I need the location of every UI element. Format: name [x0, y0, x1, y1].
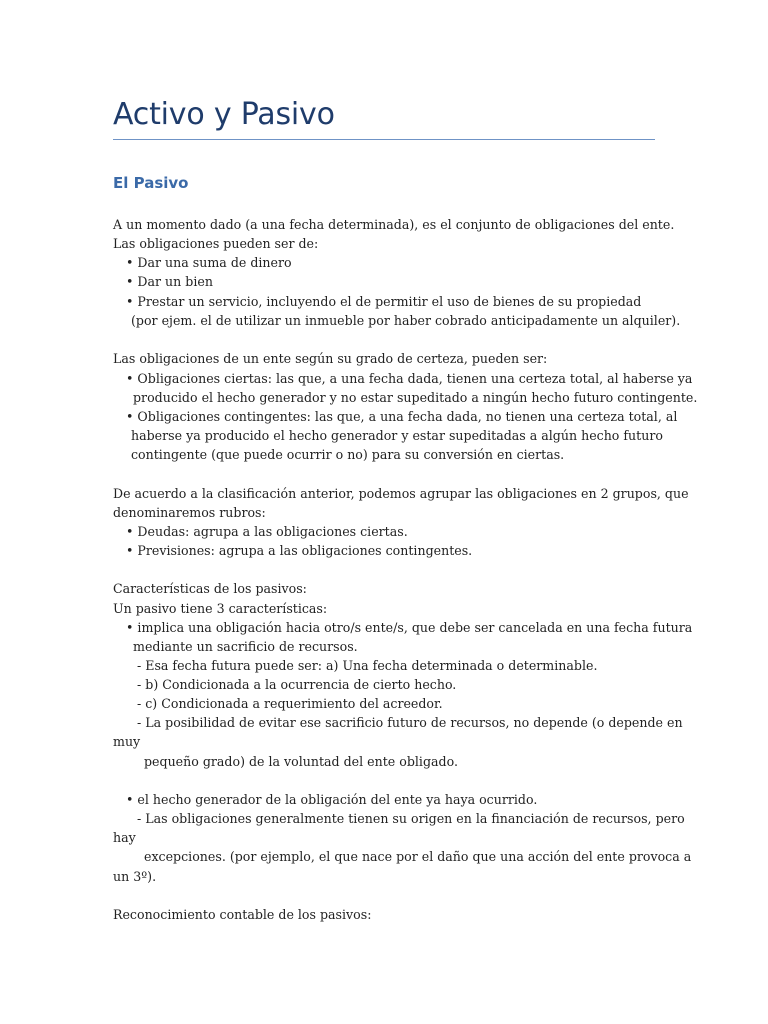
text-line: pequeño grado) de la voluntad del ente obligado. — [144, 754, 458, 769]
title-divider — [113, 139, 655, 140]
text-line: - b) Condicionada a la ocurrencia de cierto hecho. — [137, 677, 457, 692]
text-line: (por ejem. el de utilizar un inmueble por haber cobrado anticipadamente un alquiler). — [131, 313, 681, 328]
text-line: excepciones. (por ejemplo, el que nace por el daño que una acción del ente provoca a — [144, 849, 692, 864]
text-line: denominaremos rubros: — [113, 505, 266, 520]
text-line: • Obligaciones contingentes: las que, a una fecha dada, no tienen una certeza total, al — [126, 409, 678, 424]
text-line: - Esa fecha futura puede ser: a) Una fecha determinada o determinable. — [137, 658, 598, 673]
text-line: • Deudas: agrupa a las obligaciones ciertas. — [126, 524, 408, 539]
text-line: • implica una obligación hacia otro/s ente/s, que debe ser cancelada en una fecha futura — [126, 620, 693, 635]
text-line: hay — [113, 830, 136, 845]
text-line: mediante un sacrificio de recursos. — [133, 639, 358, 654]
text-line: • Obligaciones ciertas: las que, a una fecha dada, tienen una certeza total, al haberse ya — [126, 371, 693, 386]
text-line: haberse ya producido el hecho generador y estar supeditadas a algún hecho futuro — [131, 428, 663, 443]
text-line: Un pasivo tiene 3 características: — [113, 601, 328, 616]
text-line: • Prestar un servicio, incluyendo el de permitir el uso de bienes de su propiedad — [126, 294, 642, 309]
text-line: Las obligaciones de un ente según su grado de certeza, pueden ser: — [113, 351, 548, 366]
text-line: - La posibilidad de evitar ese sacrificio futuro de recursos, no depende (o depende en — [137, 715, 683, 730]
text-line: Características de los pasivos: — [113, 581, 307, 596]
text-line: • el hecho generador de la obligación del ente ya haya ocurrido. — [126, 792, 538, 807]
text-line: De acuerdo a la clasificación anterior, podemos agrupar las obligaciones en 2 grupos, que — [113, 486, 689, 501]
text-line: un 3º). — [113, 869, 157, 884]
text-line: contingente (que puede ocurrir o no) para su conversión en ciertas. — [131, 447, 565, 462]
text-line: Las obligaciones pueden ser de: — [113, 236, 319, 251]
text-line: • Dar un bien — [126, 274, 213, 289]
text-line: muy — [113, 734, 141, 749]
text-line: • Previsiones: agrupa a las obligaciones contingentes. — [126, 543, 473, 558]
text-line: • Dar una suma de dinero — [126, 255, 292, 270]
text-line: A un momento dado (a una fecha determinada), es el conjunto de obligaciones del ente. — [113, 217, 675, 232]
text-line: Reconocimiento contable de los pasivos: — [113, 907, 372, 922]
section-heading: El Pasivo — [113, 174, 189, 192]
text-line: - c) Condicionada a requerimiento del acreedor. — [137, 696, 443, 711]
text-line: producido el hecho generador y no estar supeditado a ningún hecho futuro contingente. — [133, 390, 698, 405]
text-line: - Las obligaciones generalmente tienen su origen en la financiación de recursos, pero — [137, 811, 685, 826]
document-title: Activo y Pasivo — [113, 97, 335, 132]
